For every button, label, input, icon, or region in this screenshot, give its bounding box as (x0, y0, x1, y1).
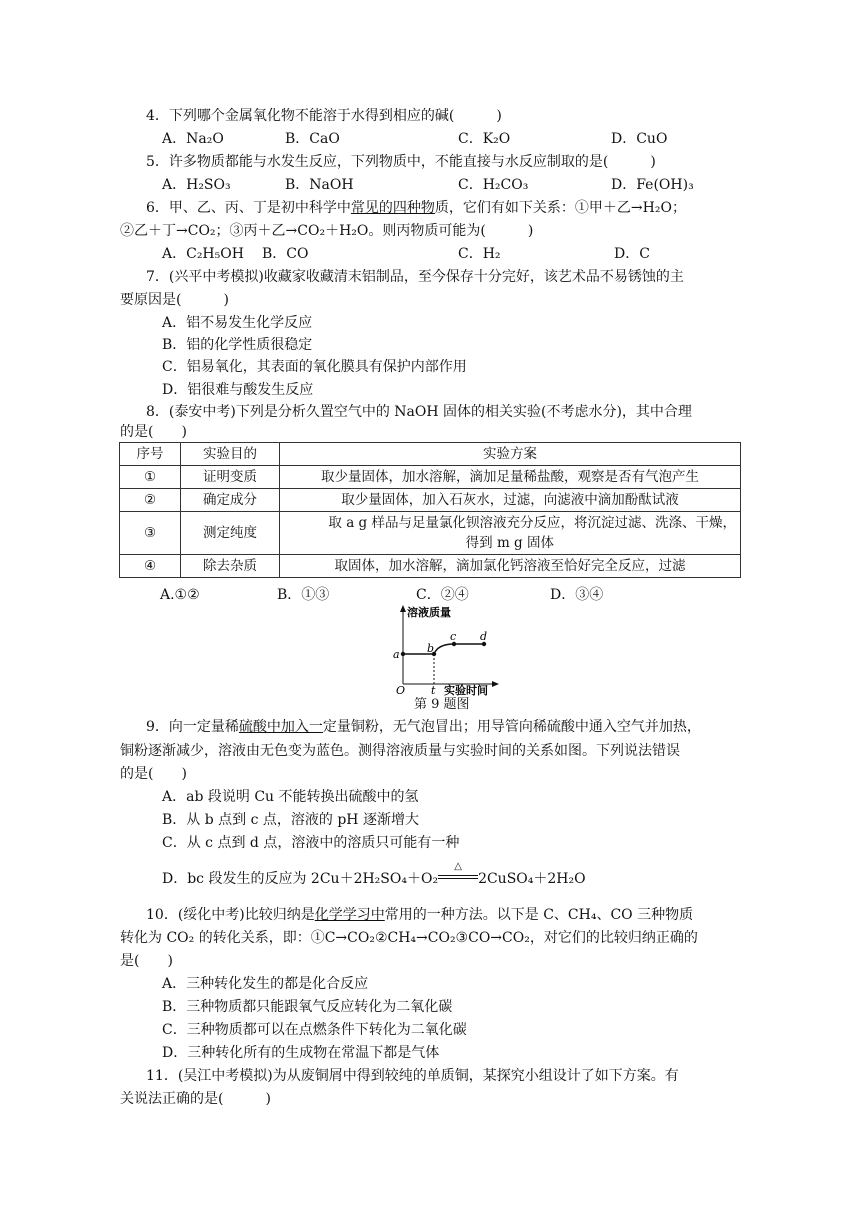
q4-option-d: D．CuO (611, 131, 668, 147)
q10-option-a: A．三种转化发生的都是化合反应 (162, 976, 369, 992)
q6-stem (146, 198, 686, 218)
reaction-condition (438, 861, 478, 889)
q9-stem-line3: 的是( ) (120, 766, 187, 782)
q5-option-c: C．H₂CO₃ (458, 177, 529, 193)
q7-stem-line2: 要原因是( ) (120, 292, 229, 308)
heat-symbol: △ (454, 861, 462, 872)
table-cell: 确定成分 (181, 489, 280, 512)
table-cell-line: 得到 m g 固体 (465, 535, 554, 551)
q10-stem-line3: 是( ) (120, 953, 173, 969)
experiment-table (119, 442, 741, 578)
q6-option-d: D．C (614, 246, 650, 262)
origin-label: O (396, 684, 406, 696)
q6-option-b: B．CO (262, 246, 309, 262)
y-axis-arrow (400, 605, 406, 612)
q10-stem (146, 905, 693, 925)
point-a (401, 652, 405, 656)
q7-stem: 7．(兴平中考模拟)收藏家收藏清末铝制品，至今保存十分完好，该艺术品不易锈蚀的主 (146, 269, 684, 285)
q9-stem (146, 717, 701, 737)
q7-option-b: B．铝的化学性质很稳定 (162, 337, 313, 353)
q9-stem-pre: 9．向一定量稀 (146, 719, 239, 735)
table-cell: 取固体，加水溶解，滴加氯化钙溶液至恰好完全反应，过滤 (280, 555, 741, 578)
point-a-label: a (393, 648, 400, 661)
segment-bc (434, 644, 454, 654)
q5-stem: 5．许多物质都能与水发生反应，下列物质中，不能直接与水反应制取的是( ) (146, 154, 656, 170)
q10-stem-underlined: 化学学习中 (314, 907, 385, 923)
t-label: t (431, 684, 436, 696)
q9-option-d-pre: D．bc 段发生的反应为 2Cu＋2H₂SO₄＋O₂ (162, 871, 439, 887)
table-cell: 除去杂质 (181, 555, 280, 578)
q11-stem-line2: 关说法正确的是( ) (120, 1091, 271, 1107)
point-c-label: c (450, 630, 457, 643)
q9-option-d (162, 861, 586, 889)
q9-stem-post: 定量铜粉，无气泡冒出；用导管向稀硫酸中通入空气并加热， (322, 719, 701, 735)
table-cell (280, 512, 741, 555)
q7-option-c: C．铝易氧化，其表面的氧化膜具有保护内部作用 (162, 359, 467, 375)
table-cell: ① (120, 466, 181, 489)
q9-stem-line2: 铜粉逐渐减少，溶液由无色变为蓝色。测得溶液质量与实验时间的关系如图。下列说法错误 (120, 743, 680, 759)
table-row (120, 555, 741, 578)
x-axis-label: 实验时间 (444, 684, 488, 696)
table-header: 实验目的 (181, 443, 280, 466)
q11-stem: 11．(吴江中考模拟)为从废铜屑中得到较纯的单质铜，某探究小组设计了如下方案。有 (146, 1068, 679, 1084)
table-row (120, 466, 741, 489)
q8-option-c: C．②④ (416, 587, 469, 603)
q6-stem-pre: 6．甲、乙、丙、丁是初中科学中 (146, 200, 351, 216)
point-d-label: d (480, 630, 488, 643)
q4-option-b: B．CaO (285, 131, 340, 147)
table-cell: 取少量固体，加入石灰水，过滤，向滤液中滴加酚酞试液 (280, 489, 741, 512)
q8-stem: 8．(泰安中考)下列是分析久置空气中的 NaOH 固体的相关实验(不考虑水分)，其中合理 (146, 404, 692, 420)
q8-option-d: D．③④ (550, 587, 604, 603)
q4-option-c: C．K₂O (458, 131, 511, 147)
q10-stem-post: 常用的一种方法。以下是 C、CH₄、CO 三种物质 (384, 907, 694, 923)
q5-option-d: D．Fe(OH)₃ (611, 177, 694, 193)
table-row (120, 512, 741, 555)
q6-stem-underlined: 常见的四种物 (350, 200, 435, 216)
q4-stem: 4．下列哪个金属氧化物不能溶于水得到相应的碱( ) (146, 108, 502, 124)
q10-option-d: D．三种转化所有的生成物在常温下都是气体 (162, 1045, 440, 1061)
q9-graph (388, 604, 508, 696)
q9-option-a: A．ab 段说明 Cu 不能转换出硫酸中的氢 (162, 789, 419, 805)
table-cell: ② (120, 489, 181, 512)
q6-stem-line2: ②乙＋丁→CO₂；③丙＋乙→CO₂＋H₂O。则丙物质可能为( ) (120, 223, 534, 239)
q9-option-d-post: 2CuSO₄＋2H₂O (478, 871, 586, 887)
table-row (120, 489, 741, 512)
q10-option-c: C．三种物质都可以在点燃条件下转化为二氧化碳 (162, 1022, 467, 1038)
q8-option-b: B．①③ (277, 587, 330, 603)
q9-option-c: C．从 c 点到 d 点，溶液中的溶质只可能有一种 (162, 835, 460, 851)
table-cell: 测定纯度 (181, 512, 280, 555)
q4-option-a: A．Na₂O (162, 131, 224, 147)
q10-stem-line2: 转化为 CO₂ 的转化关系，即：①C→CO₂②CH₄→CO₂③CO→CO₂，对它们的比较归纳正确的 (120, 930, 698, 946)
q10-stem-pre: 10．(绥化中考)比较归纳是 (146, 907, 315, 923)
table-header: 序号 (120, 443, 181, 466)
table-cell: 证明变质 (181, 466, 280, 489)
q10-option-b: B．三种物质都只能跟氧气反应转化为二氧化碳 (162, 999, 453, 1015)
q5-option-b: B．NaOH (285, 177, 354, 193)
table-header: 实验方案 (280, 443, 741, 466)
table-cell: 取少量固体，加水溶解，滴加足量稀盐酸，观察是否有气泡产生 (280, 466, 741, 489)
point-b-label: b (427, 642, 435, 655)
q8-option-a: A.①② (160, 587, 200, 603)
q7-option-d: D．铝很难与酸发生反应 (162, 382, 314, 398)
q9-graph-caption: 第 9 题图 (414, 697, 470, 712)
q6-option-a: A．C₂H₅OH (162, 246, 244, 262)
table-header-row (120, 443, 741, 466)
table-cell: ③ (120, 512, 181, 555)
q9-option-b: B．从 b 点到 c 点，溶液的 pH 逐渐增大 (162, 812, 419, 828)
q6-option-c: C．H₂ (458, 246, 501, 262)
q9-stem-underlined: 硫酸中加入一 (238, 719, 323, 735)
q8-stem-line2: 的是( ) (120, 424, 187, 440)
x-axis-arrow (492, 681, 499, 687)
table-cell: ④ (120, 555, 181, 578)
q5-option-a: A．H₂SO₃ (162, 177, 231, 193)
y-axis-label: 溶液质量 (407, 606, 451, 619)
table-cell-line: 取 a g 样品与足量氯化钡溶液充分反应，将沉淀过滤、洗涤、干燥， (328, 515, 736, 531)
q6-stem-post: 质，它们有如下关系：①甲＋乙→H₂O； (434, 200, 686, 216)
q7-option-a: A．铝不易发生化学反应 (162, 315, 313, 331)
